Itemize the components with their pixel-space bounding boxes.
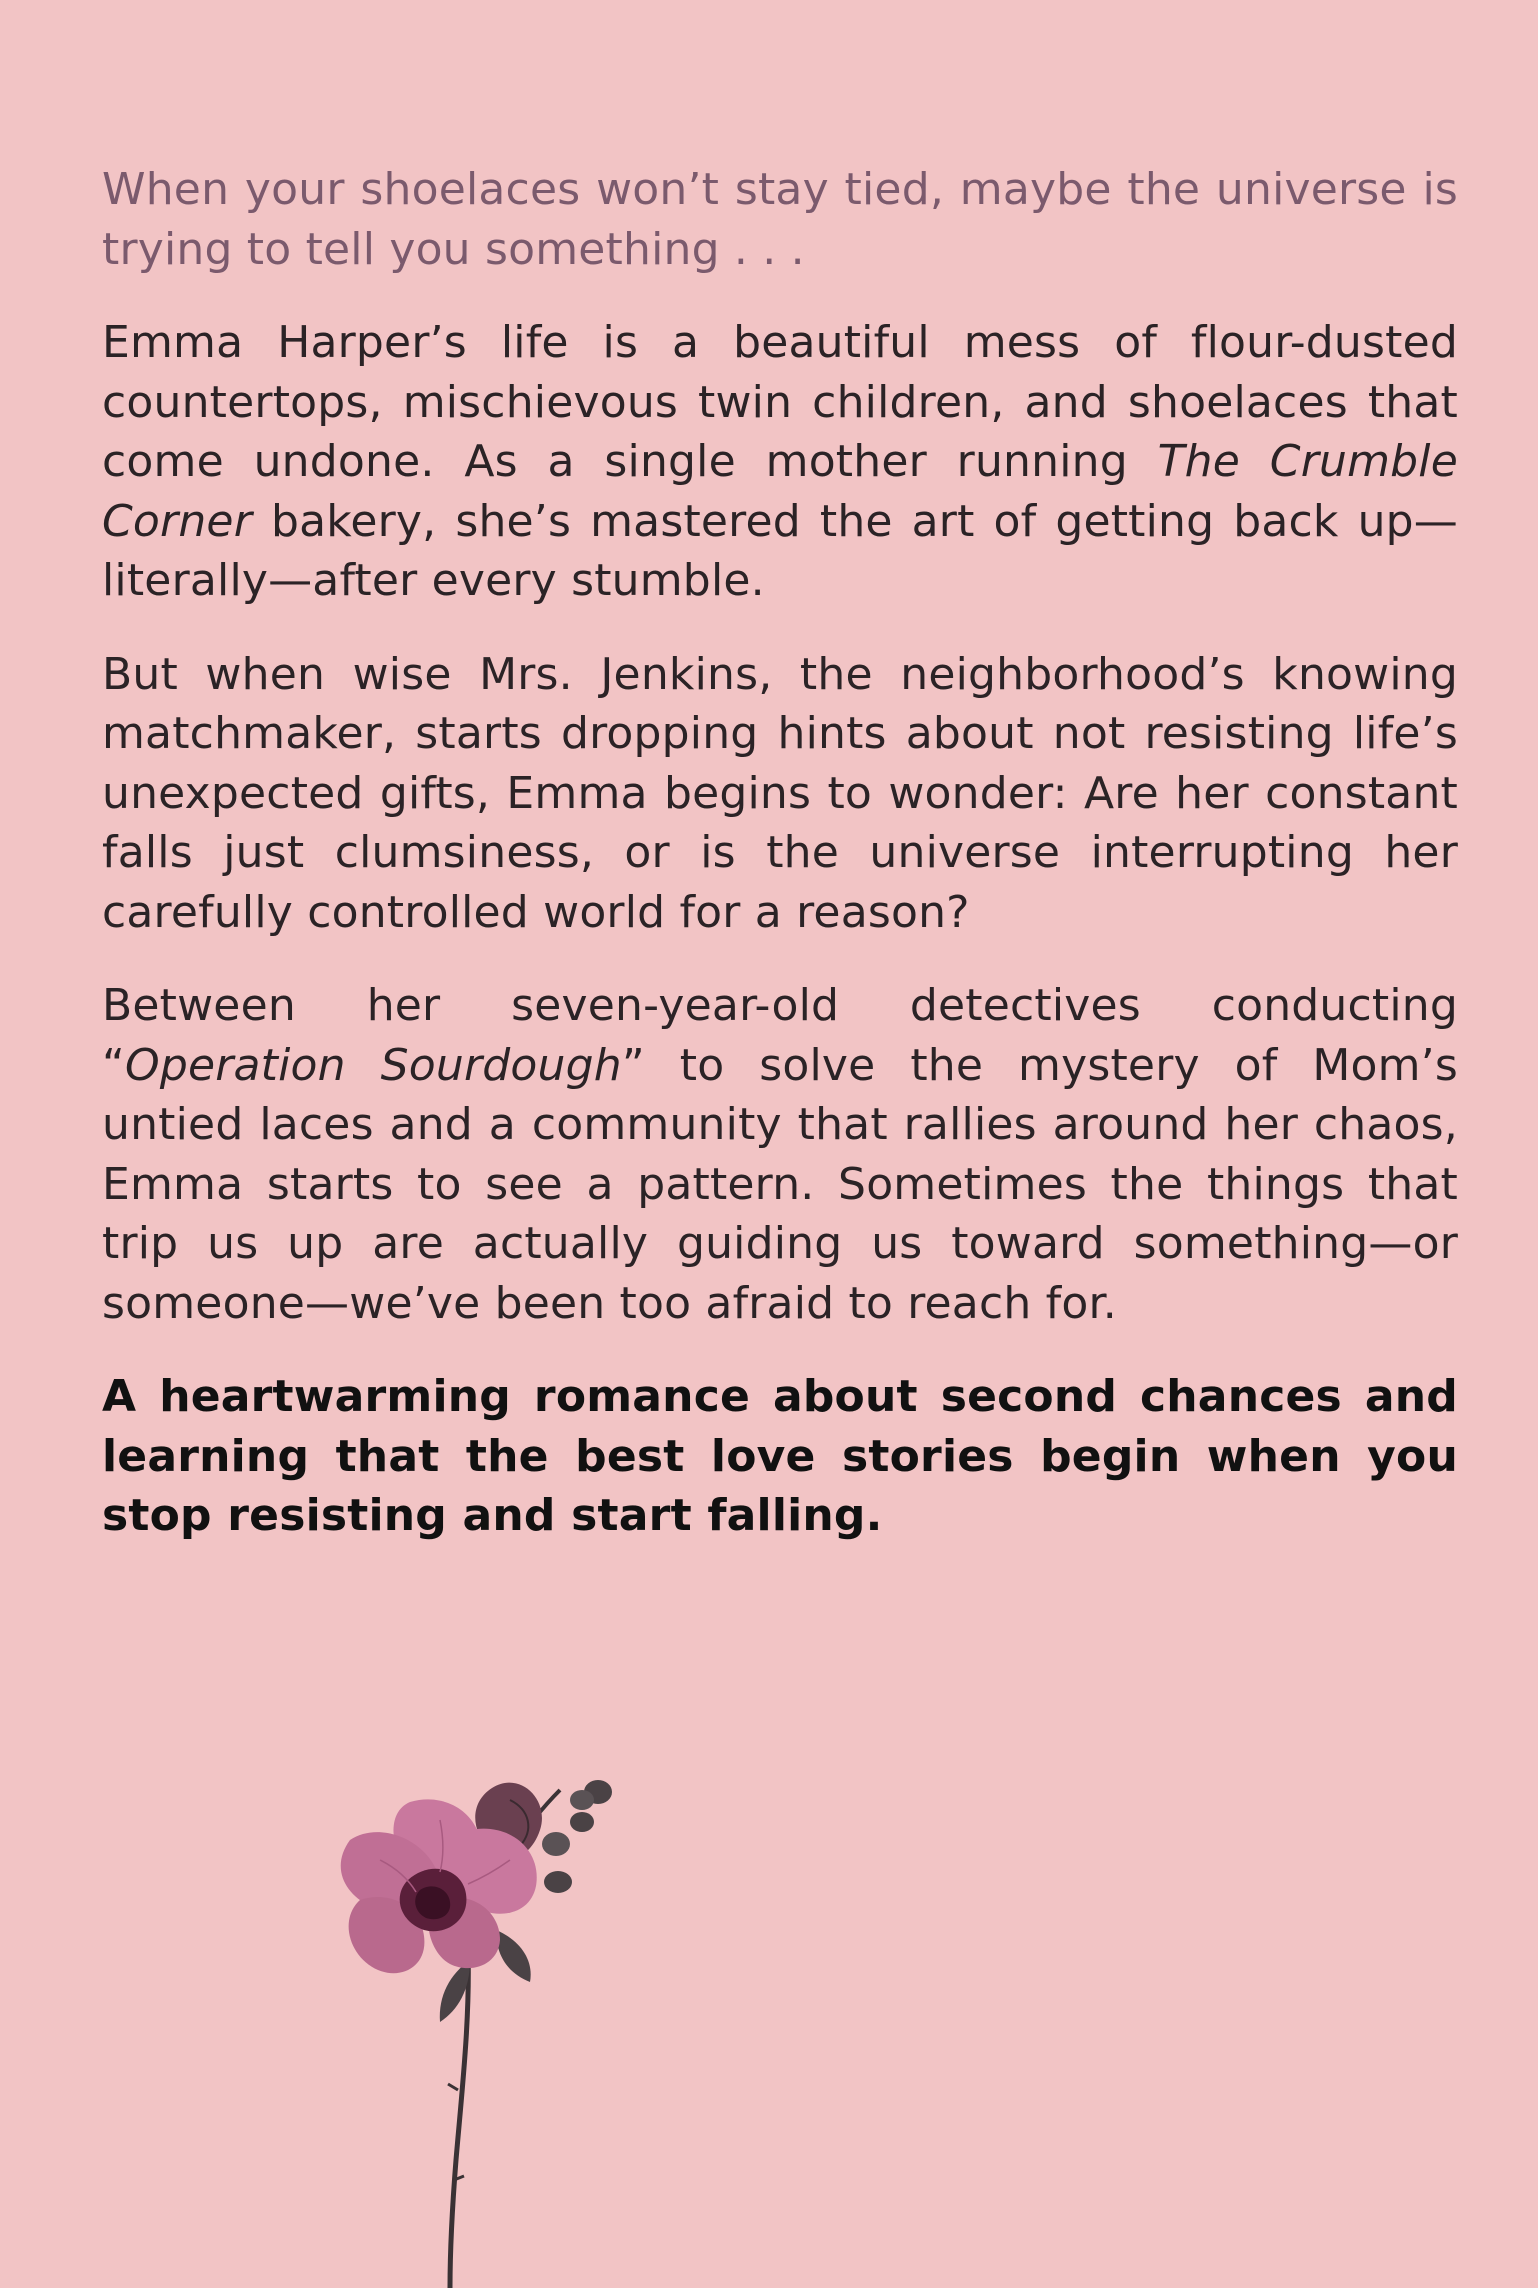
- blurb-text-block: [102, 160, 1458, 1580]
- paragraph-operation-sourdough: [102, 976, 1458, 1333]
- paragraph-mrs-jenkins: But when wise Mrs. Jenkins, the neighborhood’s knowing matchmaker, starts dropping hints about not resisting life’s unexpected gifts, Emma begins to wonder: Are her constant falls just clumsiness, or is the universe interrupting her carefully controlled world for a reason?: [102, 648, 1458, 938]
- closing-statement: A heartwarming romance about second chances and learning that the best love stories begin when you stop resisting and start falling.: [102, 1371, 1458, 1541]
- paragraph-emma-life-before: Emma Harper’s life is a beautiful mess of flour-dusted countertops, mischievous twin children, and shoelaces that come undone. As a single mother running: [102, 317, 1458, 487]
- paragraph-emma-life: [102, 313, 1458, 611]
- orchid-flower-icon: [320, 1760, 640, 2288]
- paragraph-operation-after: ” to solve the mystery of Mom’s untied laces and a community that rallies around her chaos, Emma starts to see a pattern. Sometimes the things that trip us up are actually guiding us toward something—or someone—we’ve been too afraid to reach for.: [102, 1039, 1458, 1329]
- intro-tagline: When your shoelaces won’t stay tied, maybe the universe is trying to tell you something . . .: [102, 164, 1458, 275]
- operation-name: Operation Sourdough: [125, 1039, 622, 1091]
- bakery-name: The Crumble Corner: [102, 436, 1458, 547]
- paragraph-operation-before: Between her seven-year-old detectives conducting “: [102, 980, 1458, 1091]
- paragraph-emma-life-after: bakery, she’s mastered the art of getting back up—literally—after every stumble.: [102, 495, 1458, 606]
